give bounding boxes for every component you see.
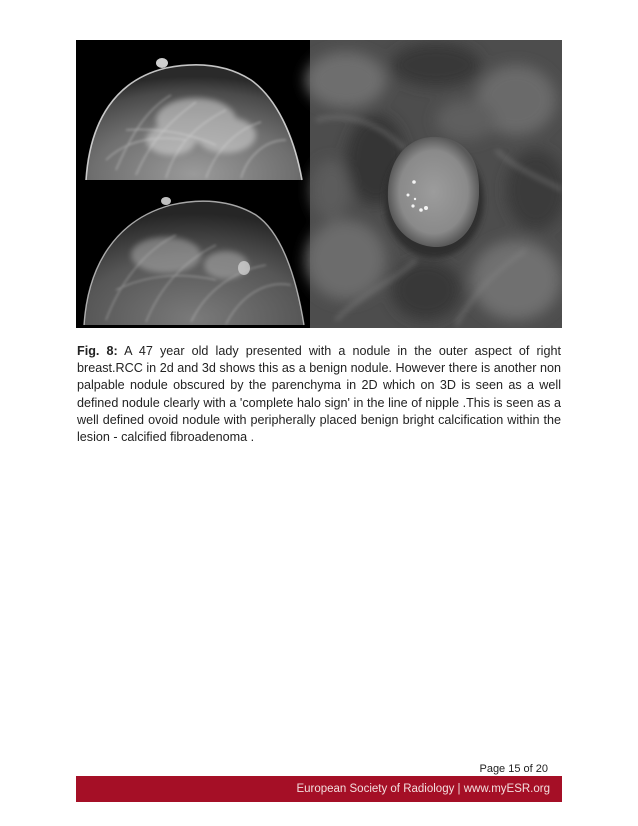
panel-3d-magnified — [306, 40, 562, 328]
footer-text: European Society of Radiology | www.myESR.org — [296, 783, 550, 795]
panel-3d-rcc — [76, 186, 309, 328]
footer-band — [76, 776, 562, 802]
caption-text: A 47 year old lady presented with a nodule in the outer aspect of right breast.RCC in 2d and 3d shows this as a benign nodule. However there is another non palpable nodule obscured by the parenchyma in 2D which on 3D is seen as a well defined nodule clearly with a 'complete halo sign' in the line of nipple .This is seen as a well defined ovoid nodule with peripherally placed benign bright calcification within the lesion - calcified fibroadenoma . — [77, 344, 561, 445]
mammogram-illustration — [76, 40, 562, 328]
caption-label: Fig. 8: — [77, 344, 118, 358]
panel-2d-rcc — [76, 40, 309, 185]
page-number: Page 15 of 20 — [479, 763, 548, 775]
figure-image — [76, 40, 562, 328]
figure-caption — [77, 343, 561, 446]
